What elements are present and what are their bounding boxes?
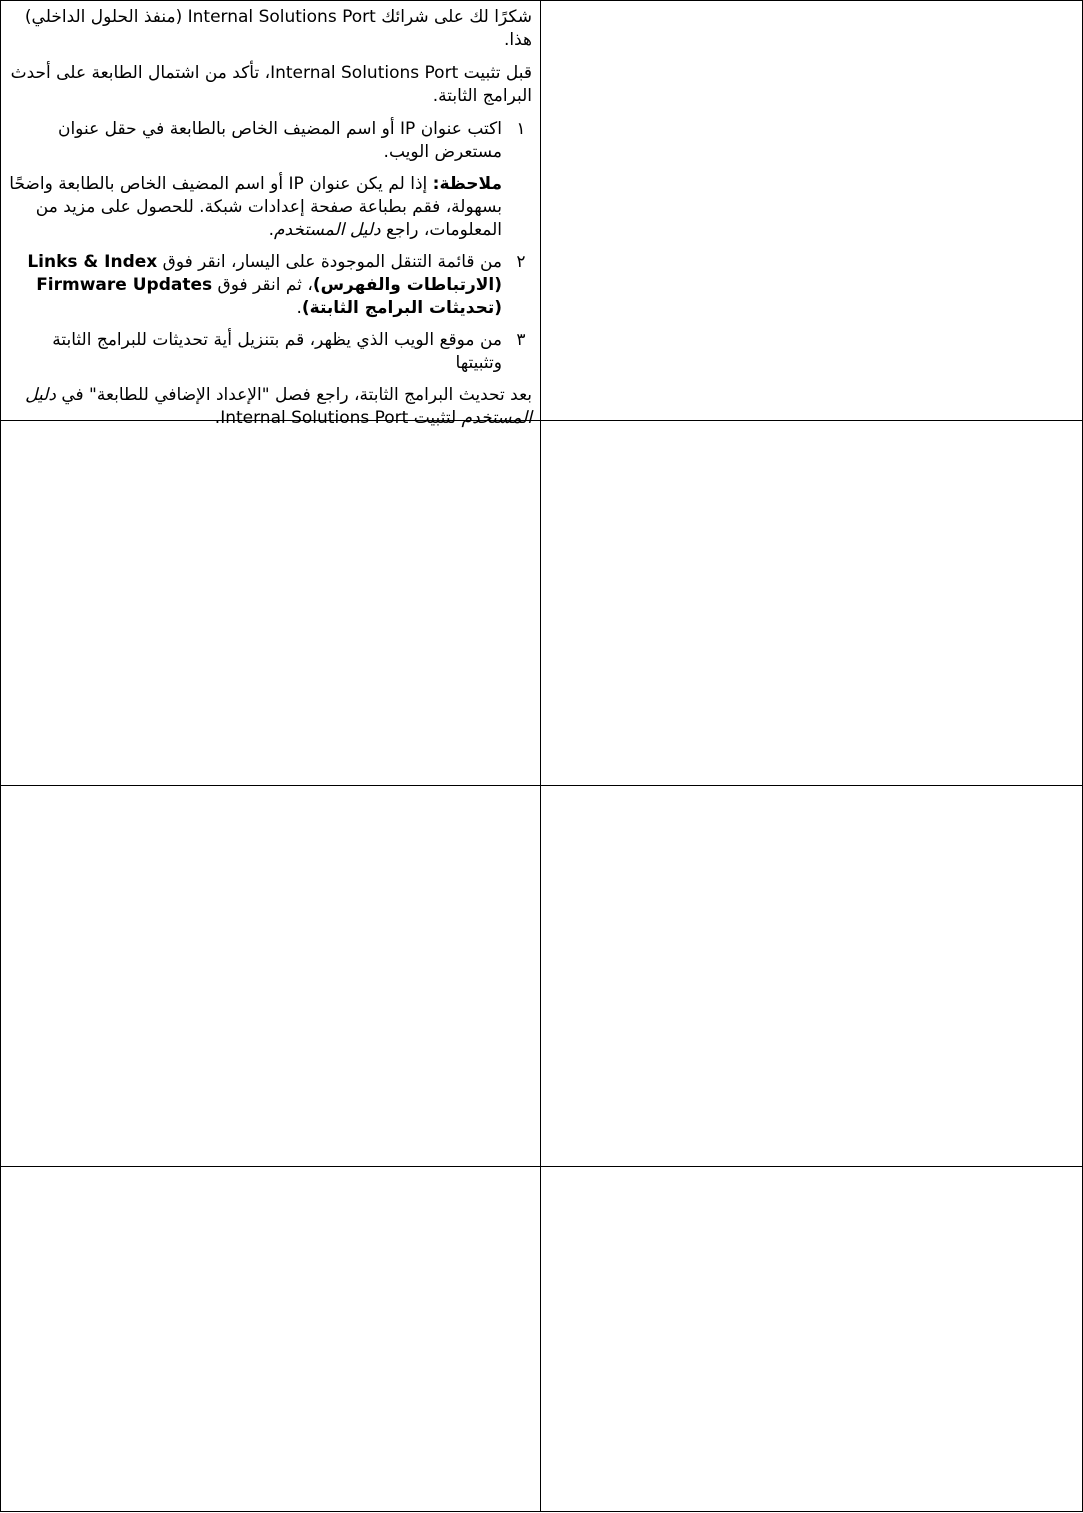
step-1: [6, 118, 532, 164]
step-2-text-b: ، ثم انقر فوق: [217, 275, 313, 295]
note: [6, 173, 532, 242]
prerequisite-paragraph: [6, 62, 532, 108]
intro-paragraph: [6, 6, 532, 52]
prerequisite-text-a: قبل تثبيت: [463, 63, 532, 83]
note-text-c: .: [268, 220, 274, 240]
firmware-updates-term: Firmware Updates: [36, 275, 213, 295]
outro-text-a: بعد تحديث البرامج الثابتة، راجع فصل "الإعداد الإضافي للطابعة" في: [61, 385, 532, 405]
empty-cell-r4-c1: [1, 1167, 540, 1511]
product-name: Internal Solutions Port: [270, 63, 459, 83]
empty-cell-r3-c2: [541, 786, 1082, 1166]
product-name: Internal Solutions Port: [220, 408, 409, 428]
links-index-arabic: (الارتباطات والفهرس): [312, 275, 502, 295]
user-guide-reference: دليل المستخدم: [273, 220, 381, 240]
note-text-b: أو اسم المضيف الخاص بالطابعة واضحًا بسهولة، فقم بطباعة صفحة إعدادات شبكة. للحصول على مزيد من المعلومات، راجع: [9, 174, 502, 240]
step-number: ٣: [516, 330, 526, 350]
prerequisite-text-b: ، تأكد من اشتمال الطابعة على أحدث البرامج الثابتة.: [10, 63, 532, 106]
ip-term: IP: [400, 119, 416, 139]
empty-cell-r2-c2: [541, 421, 1082, 785]
step-2: [6, 251, 532, 320]
table-border-bottom: [0, 1511, 1083, 1512]
step-1-text-a: اكتب عنوان: [420, 119, 502, 139]
empty-cell-r4-c2: [541, 1167, 1082, 1511]
step-2-text-a: من قائمة التنقل الموجودة على اليسار، انقر فوق: [162, 252, 502, 272]
note-text-a: إذا لم يكن عنوان: [309, 174, 428, 194]
step-number: ٢: [516, 252, 526, 272]
step-3: [6, 329, 532, 375]
intro-text-a: شكرًا لك على شرائك: [381, 7, 532, 27]
ip-term: IP: [288, 174, 304, 194]
outro-text-c: .: [214, 408, 221, 428]
user-guide-reference: دليل المستخدم: [25, 385, 532, 428]
empty-cell-r2-c1: [1, 421, 540, 785]
links-index-term: Links & Index: [27, 252, 158, 272]
instructions-cell: [6, 6, 532, 428]
outro-text-b: لتثبيت: [413, 408, 457, 428]
intro-text-b: (منفذ الحلول الداخلي) هذا.: [24, 7, 532, 50]
empty-cell-r3-c1: [1, 786, 540, 1166]
step-1-text-b: أو اسم المضيف الخاص بالطابعة في حقل عنوان مستعرض الويب.: [57, 119, 502, 162]
empty-cell-r1-c2: [541, 1, 1082, 420]
step-2-text-c: .: [296, 298, 302, 318]
note-label: ملاحظة:: [432, 174, 502, 194]
step-3-text: من موقع الويب الذي يظهر، قم بتنزيل أية تحديثات للبرامج الثابتة وتثبيتها: [52, 330, 502, 373]
firmware-updates-arabic: (تحديثات البرامج الثابتة): [301, 298, 502, 318]
product-name: Internal Solutions Port: [187, 7, 376, 27]
step-number: ١: [516, 119, 526, 139]
